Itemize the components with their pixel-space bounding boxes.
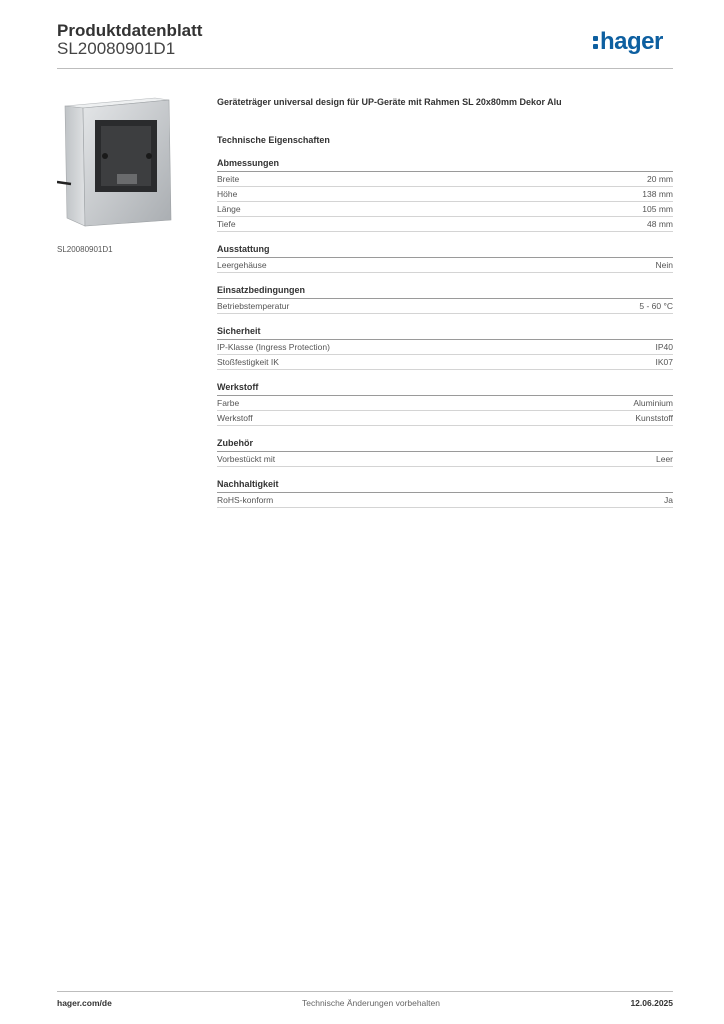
section-title: Abmessungen bbox=[217, 158, 673, 172]
spec-label: Stoßfestigkeit IK bbox=[217, 357, 279, 367]
section-title: Werkstoff bbox=[217, 382, 673, 396]
spec-label: Farbe bbox=[217, 398, 240, 408]
spec-value: IK07 bbox=[655, 357, 673, 367]
spec-value: 5 - 60 °C bbox=[639, 301, 673, 311]
spec-label: Werkstoff bbox=[217, 413, 253, 423]
spec-label: Länge bbox=[217, 204, 241, 214]
spec-label: RoHS-konform bbox=[217, 495, 274, 505]
spec-value: Ja bbox=[664, 495, 673, 505]
spec-row bbox=[217, 258, 673, 273]
spec-value: Nein bbox=[655, 260, 673, 270]
section-title: Ausstattung bbox=[217, 244, 673, 258]
section-werkstoff bbox=[217, 382, 673, 426]
spec-label: Leergehäuse bbox=[217, 260, 267, 270]
footer-website-link[interactable]: hager.com/de bbox=[57, 998, 112, 1008]
product-details bbox=[217, 96, 673, 508]
spec-value: Aluminium bbox=[633, 398, 673, 408]
spec-row bbox=[217, 355, 673, 370]
section-ausstattung bbox=[217, 244, 673, 273]
spec-row bbox=[217, 187, 673, 202]
product-number: SL20080901D1 bbox=[57, 39, 176, 58]
product-image bbox=[57, 90, 205, 240]
page-title: Produktdatenblatt bbox=[57, 21, 203, 40]
section-title: Zubehör bbox=[217, 438, 673, 452]
spec-label: Breite bbox=[217, 174, 240, 184]
spec-label: Tiefe bbox=[217, 219, 236, 229]
spec-row bbox=[217, 396, 673, 411]
image-caption: SL20080901D1 bbox=[57, 245, 113, 254]
section-zubehoer bbox=[217, 438, 673, 467]
section-nachhaltigkeit bbox=[217, 479, 673, 508]
header-divider bbox=[57, 68, 673, 69]
spec-row bbox=[217, 411, 673, 426]
footer-notice: Technische Änderungen vorbehalten bbox=[302, 998, 440, 1008]
spec-value: Kunststoff bbox=[635, 413, 673, 423]
spec-label: IP-Klasse (Ingress Protection) bbox=[217, 342, 330, 352]
spec-label: Betriebstemperatur bbox=[217, 301, 290, 311]
spec-value: 105 mm bbox=[642, 204, 673, 214]
section-abmessungen bbox=[217, 158, 673, 232]
spec-row bbox=[217, 299, 673, 314]
spec-value: 138 mm bbox=[642, 189, 673, 199]
spec-row bbox=[217, 217, 673, 232]
section-title: Nachhaltigkeit bbox=[217, 479, 673, 493]
spec-row bbox=[217, 493, 673, 508]
spec-row bbox=[217, 340, 673, 355]
footer-date: 12.06.2025 bbox=[630, 998, 673, 1008]
spec-row bbox=[217, 202, 673, 217]
spec-label: Vorbestückt mit bbox=[217, 454, 276, 464]
product-description: Geräteträger universal design für UP-Geräte mit Rahmen SL 20x80mm Dekor Alu bbox=[217, 97, 562, 107]
spec-label: Höhe bbox=[217, 189, 238, 199]
section-title: Einsatzbedingungen bbox=[217, 285, 673, 299]
spec-value: 20 mm bbox=[647, 174, 673, 184]
technical-properties-heading: Technische Eigenschaften bbox=[217, 135, 330, 145]
footer-divider bbox=[57, 991, 673, 992]
section-sicherheit bbox=[217, 326, 673, 370]
spec-value: Leer bbox=[655, 454, 673, 464]
device-carrier-illustration bbox=[57, 90, 205, 240]
logo-dots-icon bbox=[593, 31, 599, 49]
spec-row bbox=[217, 172, 673, 187]
spec-value: IP40 bbox=[655, 342, 673, 352]
spec-row bbox=[217, 452, 673, 467]
section-einsatzbedingungen bbox=[217, 285, 673, 314]
spec-value: 48 mm bbox=[647, 219, 673, 229]
section-title: Sicherheit bbox=[217, 326, 673, 340]
logo-text: hager bbox=[600, 28, 663, 55]
hager-logo bbox=[593, 28, 663, 56]
